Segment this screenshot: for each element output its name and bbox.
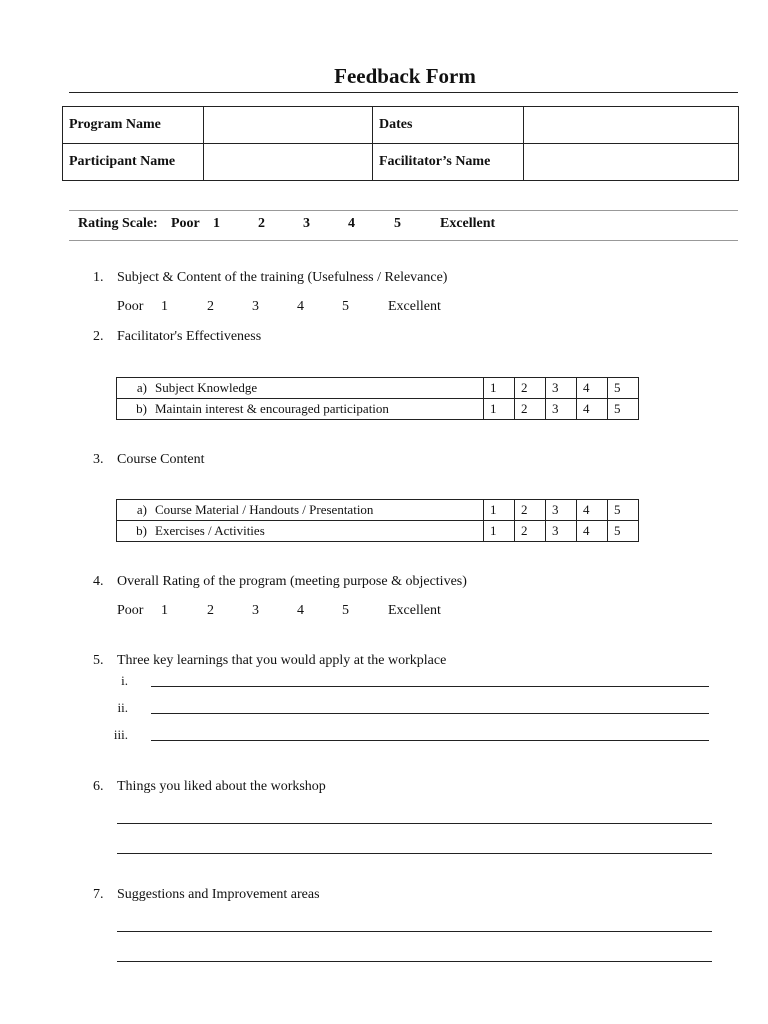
program-info-table (62, 106, 739, 181)
question-5-number: 5. (93, 653, 104, 668)
q2a-rating-1[interactable]: 1 (484, 378, 515, 399)
q2a-rating-2[interactable]: 2 (515, 378, 546, 399)
program-name-label: Program Name (63, 107, 204, 144)
liked-line-2[interactable] (117, 853, 712, 854)
question-2-text: Facilitator's Effectiveness (117, 329, 262, 344)
q1-rating-1[interactable]: 1 (161, 299, 168, 314)
q2b-rating-2[interactable]: 2 (515, 399, 546, 420)
question-3-text: Course Content (117, 452, 205, 467)
row-label: Subject Knowledge (155, 380, 258, 395)
learning-iii-label: iii. (113, 727, 128, 742)
q3-row-b-label (117, 521, 484, 542)
facilitator-name-label: Facilitator’s Name (373, 144, 524, 181)
q3a-rating-1[interactable]: 1 (484, 500, 515, 521)
row-letter: a) (136, 380, 147, 395)
learning-iii-line[interactable] (151, 740, 709, 741)
q2a-rating-5[interactable]: 5 (608, 378, 639, 399)
q3-rating-table (116, 499, 639, 542)
q1-rating-2[interactable]: 2 (207, 299, 214, 314)
row-letter: b) (136, 401, 147, 416)
page-title: Feedback Form (334, 64, 476, 88)
question-1-text: Subject & Content of the training (Usefulness / Relevance) (117, 270, 448, 285)
q3-row-a-label (117, 500, 484, 521)
question-1-number: 1. (93, 270, 104, 285)
q2b-rating-3[interactable]: 3 (546, 399, 577, 420)
question-4-text: Overall Rating of the program (meeting purpose & objectives) (117, 574, 467, 589)
facilitator-name-field[interactable] (524, 144, 739, 181)
q3b-rating-1[interactable]: 1 (484, 521, 515, 542)
row-label: Maintain interest & encouraged participation (155, 401, 389, 416)
q2b-rating-4[interactable]: 4 (577, 399, 608, 420)
rating-scale-poor: Poor (171, 216, 200, 231)
q3a-rating-3[interactable]: 3 (546, 500, 577, 521)
q4-rating-4[interactable]: 4 (297, 603, 304, 618)
q4-rating-3[interactable]: 3 (252, 603, 259, 618)
rating-scale-3: 3 (303, 216, 310, 231)
rating-scale-2: 2 (258, 216, 265, 231)
q2a-rating-4[interactable]: 4 (577, 378, 608, 399)
rating-scale-1: 1 (213, 216, 220, 231)
row-label: Exercises / Activities (155, 523, 265, 538)
q4-excellent: Excellent (388, 603, 441, 618)
row-label: Course Material / Handouts / Presentation (155, 502, 374, 517)
participant-name-field[interactable] (204, 144, 373, 181)
table-row (117, 378, 639, 399)
q3b-rating-4[interactable]: 4 (577, 521, 608, 542)
question-2-number: 2. (93, 329, 104, 344)
q1-excellent: Excellent (388, 299, 441, 314)
q4-rating-1[interactable]: 1 (161, 603, 168, 618)
suggestions-line-2[interactable] (117, 961, 712, 962)
q2a-rating-3[interactable]: 3 (546, 378, 577, 399)
q1-poor: Poor (117, 299, 144, 314)
rating-scale-excellent: Excellent (440, 216, 496, 231)
q3b-rating-5[interactable]: 5 (608, 521, 639, 542)
learning-i-label: i. (121, 673, 128, 688)
rating-scale-bar (69, 210, 738, 241)
row-letter: a) (136, 502, 147, 517)
question-6-number: 6. (93, 779, 104, 794)
q3b-rating-2[interactable]: 2 (515, 521, 546, 542)
q4-rating-5[interactable]: 5 (342, 603, 349, 618)
question-5-text: Three key learnings that you would apply at the workplace (117, 653, 447, 668)
learning-ii-label: ii. (117, 700, 128, 715)
q2-rating-table (116, 377, 639, 420)
question-7-text: Suggestions and Improvement areas (117, 887, 320, 902)
q4-rating-2[interactable]: 2 (207, 603, 214, 618)
participant-name-label: Participant Name (63, 144, 204, 181)
q1-rating-4[interactable]: 4 (297, 299, 304, 314)
title-divider (69, 92, 738, 93)
q2-row-a-label (117, 378, 484, 399)
table-row (117, 521, 639, 542)
learning-ii-line[interactable] (151, 713, 709, 714)
table-row (117, 399, 639, 420)
row-letter: b) (136, 523, 147, 538)
q4-poor: Poor (117, 603, 144, 618)
q1-rating-3[interactable]: 3 (252, 299, 259, 314)
q1-rating-5[interactable]: 5 (342, 299, 349, 314)
rating-scale-label: Rating Scale: (78, 216, 158, 231)
question-7-number: 7. (93, 887, 104, 902)
dates-field[interactable] (524, 107, 739, 144)
q2b-rating-1[interactable]: 1 (484, 399, 515, 420)
q3a-rating-4[interactable]: 4 (577, 500, 608, 521)
question-4-number: 4. (93, 574, 104, 589)
question-3-number: 3. (93, 452, 104, 467)
q3a-rating-2[interactable]: 2 (515, 500, 546, 521)
question-6-text: Things you liked about the workshop (117, 779, 326, 794)
q3a-rating-5[interactable]: 5 (608, 500, 639, 521)
q3b-rating-3[interactable]: 3 (546, 521, 577, 542)
q2b-rating-5[interactable]: 5 (608, 399, 639, 420)
learning-i-line[interactable] (151, 686, 709, 687)
program-name-field[interactable] (204, 107, 373, 144)
q2-row-b-label (117, 399, 484, 420)
rating-scale-5: 5 (394, 216, 401, 231)
dates-label: Dates (373, 107, 524, 144)
table-row (117, 500, 639, 521)
liked-line-1[interactable] (117, 823, 712, 824)
rating-scale-4: 4 (348, 216, 355, 231)
suggestions-line-1[interactable] (117, 931, 712, 932)
